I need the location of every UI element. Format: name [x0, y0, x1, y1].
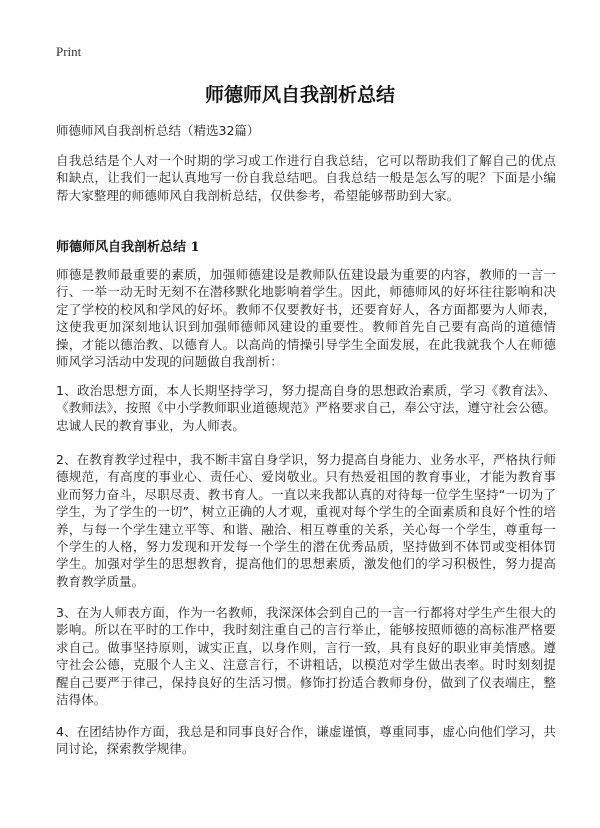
- body-paragraph-1: 师德是教师最重要的素质，加强师德建设是教师队伍建设最为重要的内容，教师的一言一行、一举一动无时无刻不在潜移默化地影响着学生。因此，师德师风的好坏往往影响和决定了学校的校风和学风的好坏。教师不仅要教好书，还要育好人，各方面都要为人师表，这使我更加深刻地认识到加强师德师风建设的重要性。教师首先自己要有高尚的道德情操，才能以德治教、以德育人。以高尚的情操引导学生全面发展，在此我就我个人在师德师风学习活动中发现的问题做自我剖析：: [56, 267, 556, 370]
- print-link[interactable]: Print: [56, 44, 82, 59]
- body-paragraph-4: 3、在为人师表方面，作为一名教师，我深深体会到自己的一言一行都将对学生产生很大的影响。所以在平时的工作中，我时刻注重自己的言行举止，能够按照师德的高标准严格要求自己。做事坚持原则，诚实正直，以身作则，言行一致，具有良好的职业审美情感。遵守社会公德，克服个人主义、注意言行，不讲粗话，以模范对学生做出表率。时时刻刻提醒自己要严于律己，保持良好的生活习惯。修饰打扮适合教师身份，做到了仪表端庄，整洁得体。: [56, 605, 556, 708]
- section-heading: 师德师风自我剖析总结 1: [56, 240, 200, 255]
- intro-paragraph: 自我总结是个人对一个时期的学习或工作进行自我总结，它可以帮助我们了解自己的优点和缺点，让我们一起认真地写一份自我总结吧。自我总结一般是怎么写的呢？下面是小编帮大家整理的师德师风自我剖析总结，仅供参考，希望能够帮助到大家。: [56, 153, 556, 203]
- body-paragraph-2: 1、政治思想方面，本人长期坚持学习，努力提高自身的思想政治素质，学习《教育法》、《教师法》，按照《中小学教师职业道德规范》严格要求自己，奉公守法，遵守社会公德。忠诚人民的教育事业，为人师表。: [56, 383, 556, 433]
- body-paragraph-3: 2、在教育教学过程中，我不断丰富自身学识，努力提高自身能力、业务水平，严格执行师德规范，有高度的事业心、责任心、爱岗敬业。只有热爱祖国的教育事业，才能为教育事业而努力奋斗，尽职尽责、教书育人。一直以来我都认真的对待每一位学生坚持“一切为了学生，为了学生的一切”，树立正确的人才观，重视对每个学生的全面素质和良好个性的培养，与每一个学生建立平等、和谐、融洽、相互尊重的关系，关心每一个学生，尊重每一个学生的人格，努力发现和开发每一个学生的潜在优秀品质，坚持做到不体罚或变相体罚学生。加强对学生的思想教育，提高他们的思想素质，激发他们的学习积极性，努力提高教育教学质量。: [56, 452, 556, 589]
- body-paragraph-5: 4、在团结协作方面，我总是和同事良好合作，谦虚谨慎，尊重同事，虚心向他们学习，共同讨论，探索教学规律。: [56, 724, 556, 757]
- document-subtitle: 师德师风自我剖析总结（精选32篇）: [56, 123, 260, 138]
- page-title: 师德师风自我剖析总结: [204, 84, 395, 106]
